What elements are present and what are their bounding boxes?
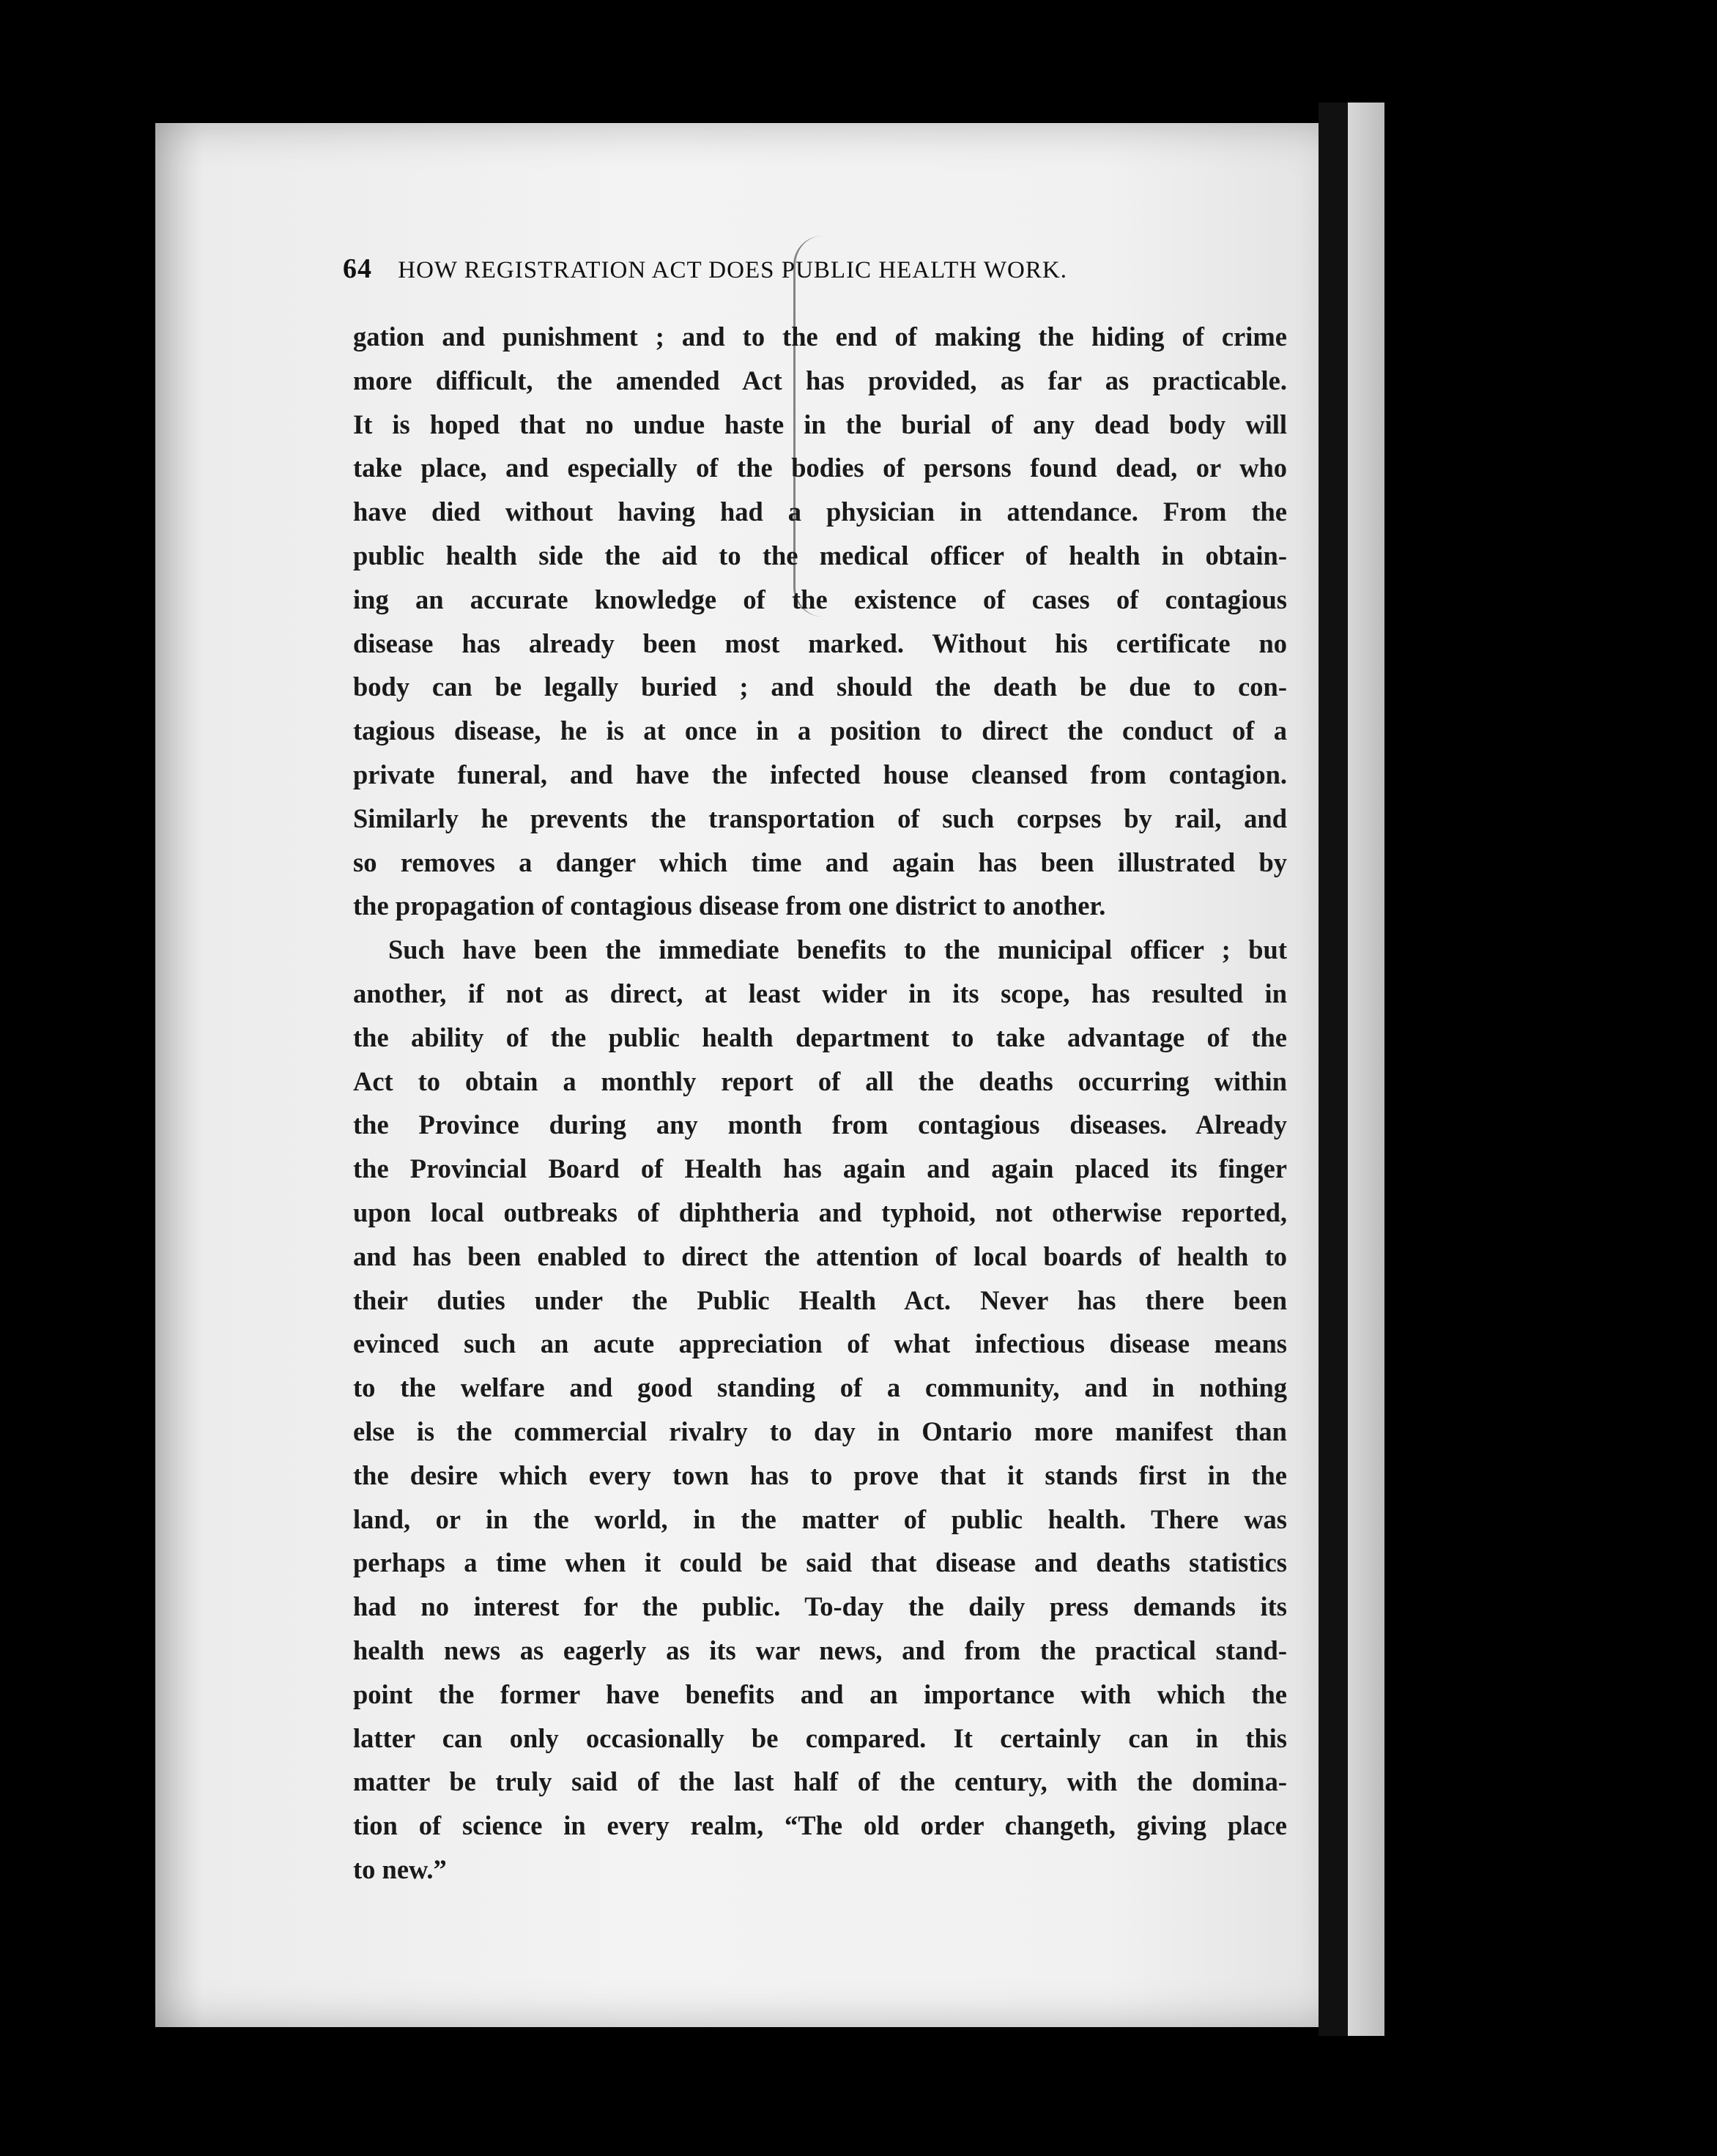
text-line: It is hoped that no undue haste in the burial of any dead body will — [353, 409, 1287, 439]
text-line: evinced such an acute appreciation of what infectious disease means — [353, 1328, 1287, 1359]
facing-page-edge — [1348, 103, 1384, 2036]
text-line: another, if not as direct, at least wider in its scope, has resulted in — [353, 978, 1287, 1008]
text-line: health news as eagerly as its war news, and from the practical stand- — [353, 1635, 1287, 1665]
text-line: gation and punishment ; and to the end of making the hiding of crime — [353, 321, 1287, 352]
text-line: to the welfare and good standing of a community, and in nothing — [353, 1372, 1287, 1403]
text-line: and has been enabled to direct the attention of local boards of health to — [353, 1241, 1287, 1271]
body-text — [353, 315, 1287, 1892]
text-line: tagious disease, he is at once in a position to direct the conduct of a — [353, 715, 1287, 746]
paragraph — [353, 928, 1287, 1892]
running-title: HOW REGISTRATION ACT DOES PUBLIC HEALTH WORK. — [398, 257, 1067, 283]
text-line: more difficult, the amended Act has provided, as far as practicable. — [353, 365, 1287, 395]
text-line: disease has already been most marked. Without his certificate no — [353, 628, 1287, 658]
paragraph — [353, 315, 1287, 928]
text-line: tion of science in every realm, “The old order changeth, giving place — [353, 1810, 1287, 1841]
text-line: had no interest for the public. To-day the daily press demands its — [353, 1591, 1287, 1622]
book-gutter — [1319, 103, 1348, 2036]
text-line: else is the commercial rivalry to day in Ontario more manifest than — [353, 1416, 1287, 1446]
text-line: upon local outbreaks of diphtheria and typhoid, not otherwise reported, — [353, 1197, 1287, 1227]
running-header — [343, 253, 1295, 285]
text-line: matter be truly said of the last half of the century, with the domina- — [353, 1766, 1287, 1797]
text-line: private funeral, and have the infected house cleansed from contagion. — [353, 759, 1287, 789]
page-number: 64 — [343, 253, 372, 284]
text-line: Act to obtain a monthly report of all the deaths occurring within — [353, 1066, 1287, 1096]
text-line: latter can only occasionally be compared. It certainly can in this — [353, 1722, 1287, 1753]
text-line: the propagation of contagious disease from one district to another. — [353, 891, 1106, 921]
text-line: perhaps a time when it could be said that disease and deaths statistics — [353, 1547, 1287, 1578]
text-line: take place, and especially of the bodies of persons found dead, or who — [353, 453, 1287, 483]
text-line: their duties under the Public Health Act. Never has there been — [353, 1285, 1287, 1315]
text-line: body can be legally buried ; and should the death be due to con- — [353, 672, 1287, 702]
text-line: the ability of the public health department to take advantage of the — [353, 1022, 1287, 1052]
text-line: the Province during any month from contagious diseases. Already — [353, 1109, 1287, 1140]
text-line: point the former have benefits and an importance with which the — [353, 1679, 1287, 1709]
text-line: have died without having had a physician in attendance. From the — [353, 497, 1287, 527]
text-line: land, or in the world, in the matter of public health. There was — [353, 1503, 1287, 1534]
text-line: the Provincial Board of Health has again and again placed its finger — [353, 1153, 1287, 1184]
text-line: Similarly he prevents the transportation of such corpses by rail, and — [353, 803, 1287, 833]
text-line: to new.” — [353, 1854, 447, 1884]
text-line: so removes a danger which time and again has been illustrated by — [353, 847, 1287, 877]
text-line: ing an accurate knowledge of the existence of cases of contagious — [353, 584, 1287, 614]
text-line: Such have been the immediate benefits to the municipal officer ; but — [388, 934, 1287, 965]
text-line: public health side the aid to the medical officer of health in obtain- — [353, 540, 1287, 570]
text-line: the desire which every town has to prove that it stands first in the — [353, 1460, 1287, 1490]
